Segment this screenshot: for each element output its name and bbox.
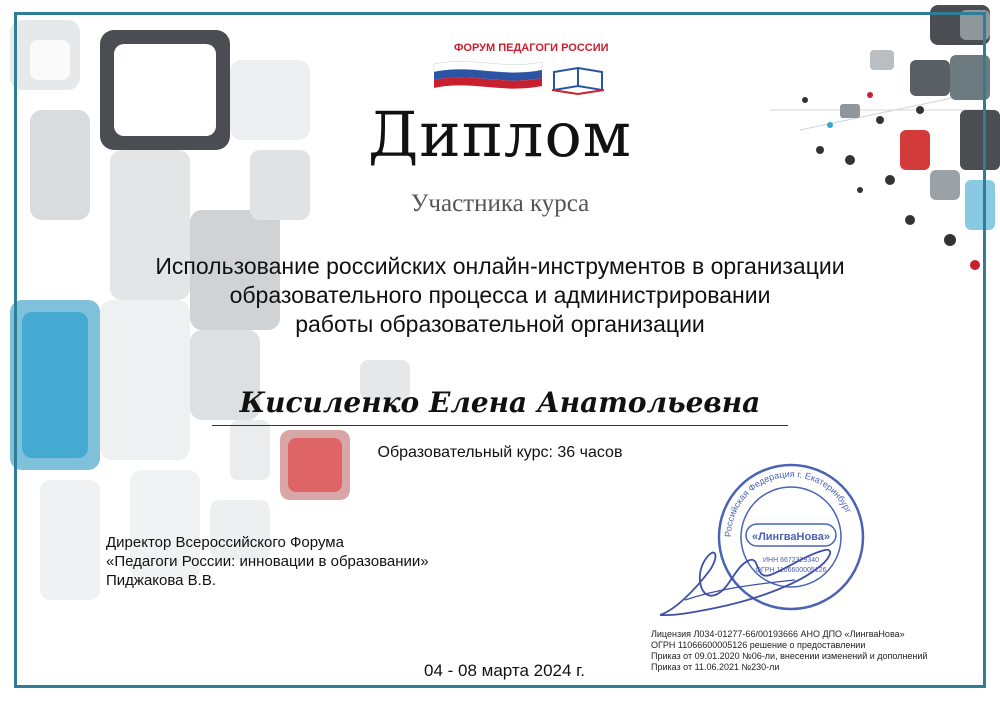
license-line: Приказ от 09.01.2020 №06-ли, внесении изменений и дополнений <box>651 651 928 661</box>
diploma-title: Диплом <box>368 98 632 171</box>
course-dates: 04 - 08 марта 2024 г. <box>424 661 586 680</box>
stamp-ring-text: Российская Федерация г. Екатеринбург <box>722 468 854 538</box>
course-hours: Образовательный курс: 36 часов <box>377 444 623 461</box>
license-block <box>651 629 927 673</box>
recipient-name: Кисиленко Елена Анатольевна <box>239 386 761 419</box>
director-block <box>106 533 429 590</box>
license-line: Приказ от 11.06.2021 №230-ли <box>651 662 780 672</box>
stamp-center-text: «ЛингваНова» <box>751 531 831 543</box>
license-line: Лицензия Л034-01277-66/00193666 АНО ДПО «ЛингваНова» <box>651 629 905 639</box>
stamp-inn: ИНН 6672329340 <box>762 557 820 564</box>
license-line: ОГРН 11066600005126 решение о предоставлении <box>651 640 866 650</box>
logo-text: ФОРУМ ПЕДАГОГИ РОССИИ <box>454 42 609 54</box>
name-underline <box>212 425 788 426</box>
director-line: Пиджакова В.В. <box>106 572 217 589</box>
diploma-subtitle: Участника курса <box>410 190 590 217</box>
course-title-line: работы образовательной организации <box>295 311 705 337</box>
director-line: «Педагоги России: инновации в образовании» <box>106 553 429 570</box>
course-title-line: образовательного процесса и администрировании <box>229 282 771 308</box>
course-title <box>100 252 900 339</box>
forum-logo <box>432 42 612 96</box>
handwritten-signature <box>655 530 855 620</box>
flag-book-icon <box>432 54 612 96</box>
stamp-ogrn: ОГРН 1106600005126 <box>755 567 827 574</box>
course-title-line: Использование российских онлайн-инструментов в организации <box>155 253 845 279</box>
director-line: Директор Всероссийского Форума <box>106 534 344 551</box>
